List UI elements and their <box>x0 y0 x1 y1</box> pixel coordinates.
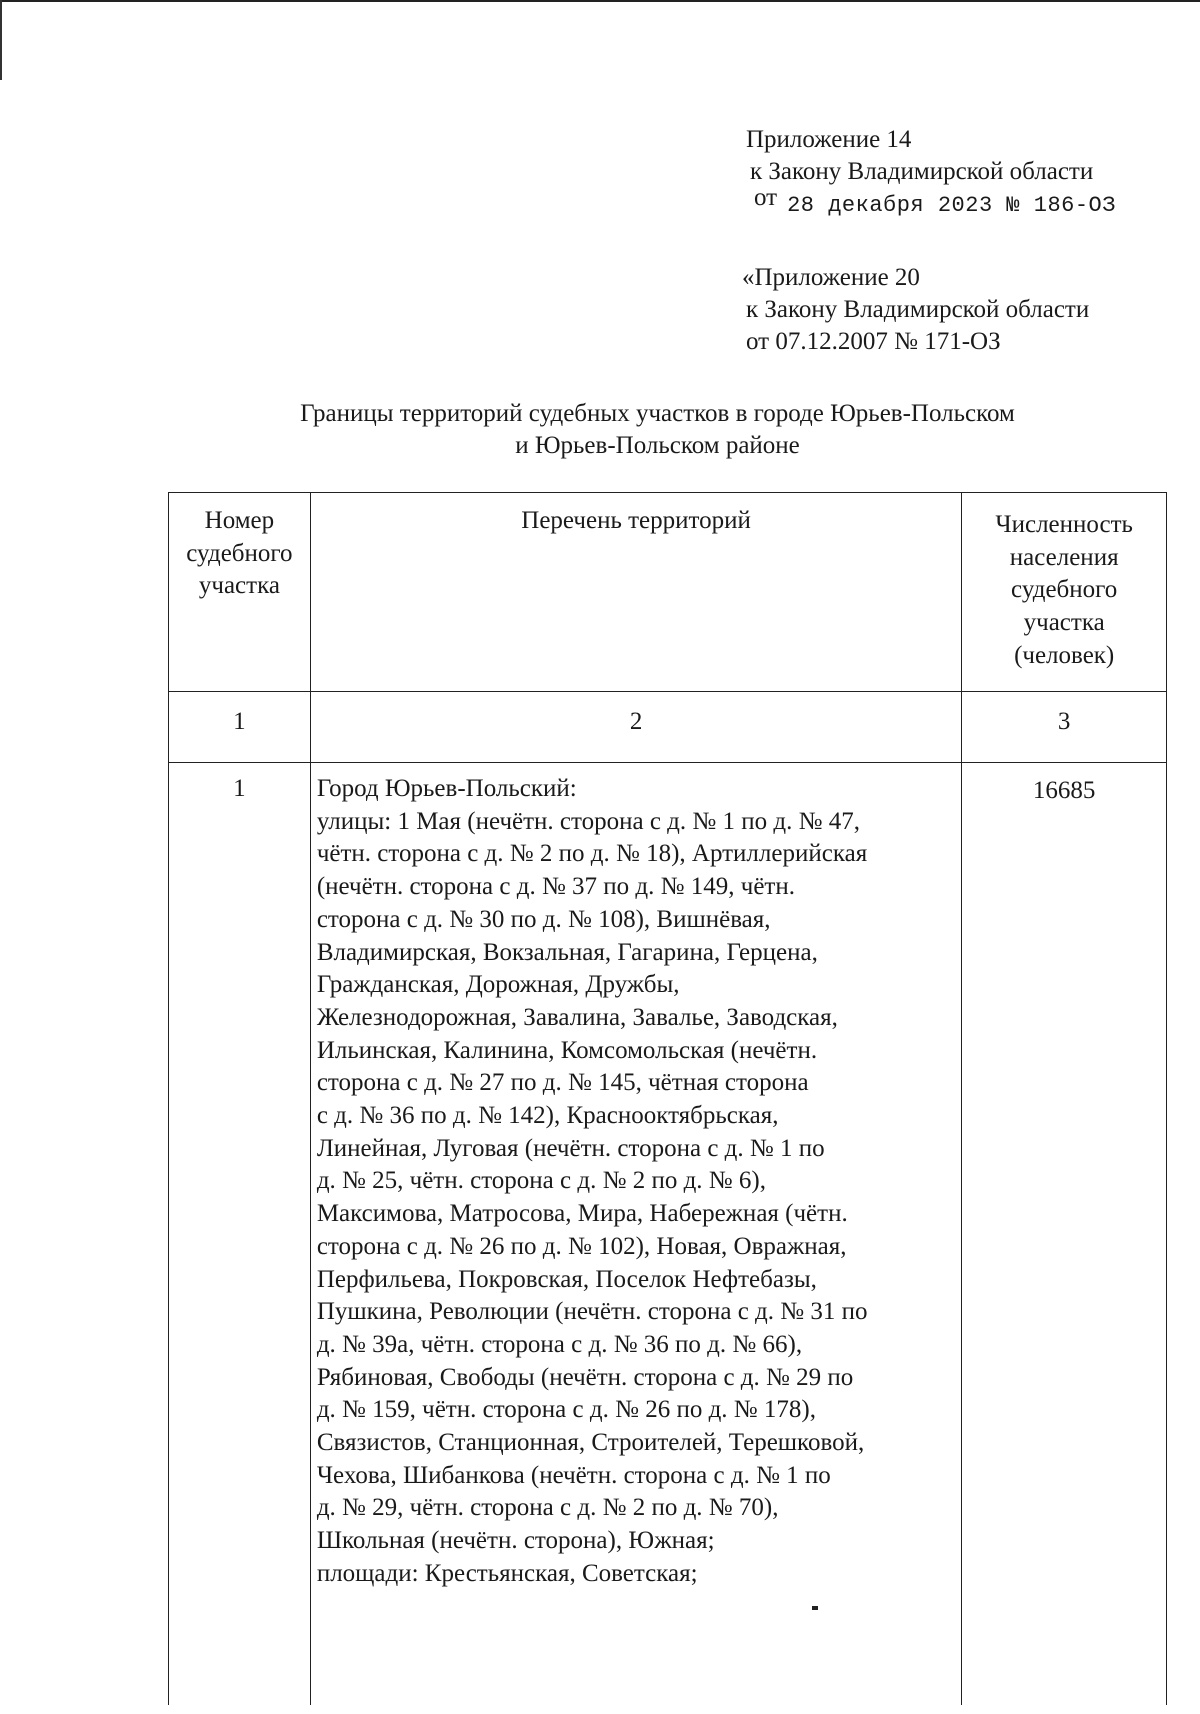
territory-line: Владимирская, Вокзальная, Гагарина, Герцена, <box>316 938 818 966</box>
original-appendix-law-ref: к Закону Владимирской области <box>746 296 1090 323</box>
court-districts-table <box>168 492 1167 1705</box>
territory-list <box>310 763 962 1706</box>
document-title <box>160 398 1155 462</box>
territory-line: Связистов, Станционная, Строителей, Терешковой, <box>316 1429 865 1457</box>
territory-line: д. № 159, чётн. сторона с д. № 26 по д. № 178), <box>316 1396 816 1424</box>
territory-line: сторона с д. № 26 по д. № 102), Новая, Овражная, <box>316 1232 847 1260</box>
territory-line: Школьная (нечётн. сторона), Южная; <box>316 1527 715 1555</box>
appendix-header <box>746 124 1186 222</box>
date-prefix: от <box>754 184 778 211</box>
territory-line: с д. № 36 по д. № 142), Краснооктябрьская, <box>316 1102 779 1130</box>
appendix-date-line <box>746 184 1186 222</box>
appendix-number: Приложение 14 <box>746 126 912 153</box>
territory-line: д. № 25, чётн. сторона с д. № 2 по д. № 6), <box>316 1167 766 1195</box>
territory-line: Железнодорожная, Завалина, Завалье, Заводская, <box>316 1003 838 1031</box>
territory-line: Город Юрьев-Польский: <box>316 775 577 802</box>
header-territory-list: Перечень территорий <box>310 493 962 692</box>
header-population: Численность населения судебного участка (человек) <box>962 493 1167 692</box>
territory-line: Пушкина, Революции (нечётн. сторона с д. № 31 по <box>316 1298 868 1326</box>
territory-line: Ильинская, Калинина, Комсомольская (нечётн. <box>316 1036 818 1064</box>
territory-line: Линейная, Луговая (нечётн. сторона с д. № 1 по <box>316 1134 825 1162</box>
territory-line: Рябиновая, Свободы (нечётн. сторона с д. № 29 по <box>316 1363 854 1391</box>
column-number-2: 2 <box>310 692 962 763</box>
scan-mark <box>812 1606 818 1610</box>
appendix-law-ref: к Закону Владимирской области <box>750 158 1094 185</box>
table-row <box>169 763 1167 1706</box>
territory-line: улицы: 1 Мая (нечётн. сторона с д. № 1 по д. № 47, <box>316 807 860 835</box>
territory-line: площади: Крестьянская, Советская; <box>316 1559 698 1587</box>
territory-line: (нечётн. сторона с д. № 37 по д. № 149, чётн. <box>316 873 795 901</box>
territory-line: д. № 29, чётн. сторона с д. № 2 по д. № 70), <box>316 1494 779 1522</box>
column-number-1: 1 <box>169 692 311 763</box>
territory-line: Чехова, Шибанкова (нечётн. сторона с д. № 1 по <box>316 1461 831 1489</box>
territory-line: сторона с д. № 30 по д. № 108), Вишнёвая, <box>316 905 771 933</box>
scan-left-edge <box>0 0 2 80</box>
table-header-row <box>169 493 1167 692</box>
territory-line: сторона с д. № 27 по д. № 145, чётная сторона <box>316 1069 809 1097</box>
title-line-1: Границы территорий судебных участков в городе Юрьев-Польском <box>300 400 1015 427</box>
column-number-3: 3 <box>962 692 1167 763</box>
district-population: 16685 <box>962 763 1167 1706</box>
territory-line: Гражданская, Дорожная, Дружбы, <box>316 971 680 999</box>
appendix-date: 28 декабря 2023 № 186-ОЗ <box>787 193 1116 218</box>
title-line-2: и Юрьев-Польском районе <box>515 432 800 459</box>
territory-line: д. № 39а, чётн. сторона с д. № 36 по д. № 66), <box>316 1330 803 1358</box>
territory-line: чётн. сторона с д. № 2 по д. № 18), Артиллерийская <box>316 840 868 868</box>
header-district-number: Номер судебного участка <box>169 493 311 692</box>
original-appendix-header <box>742 262 1182 358</box>
original-appendix-date: от 07.12.2007 № 171-ОЗ <box>746 328 1001 355</box>
scan-top-edge <box>0 0 1200 2</box>
territory-line: Перфильева, Покровская, Поселок Нефтебазы, <box>316 1265 817 1293</box>
column-number-row <box>169 692 1167 763</box>
territory-line: Максимова, Матросова, Мира, Набережная (чётн. <box>316 1200 848 1228</box>
original-appendix-number: «Приложение 20 <box>742 264 920 291</box>
district-number: 1 <box>169 763 311 1706</box>
